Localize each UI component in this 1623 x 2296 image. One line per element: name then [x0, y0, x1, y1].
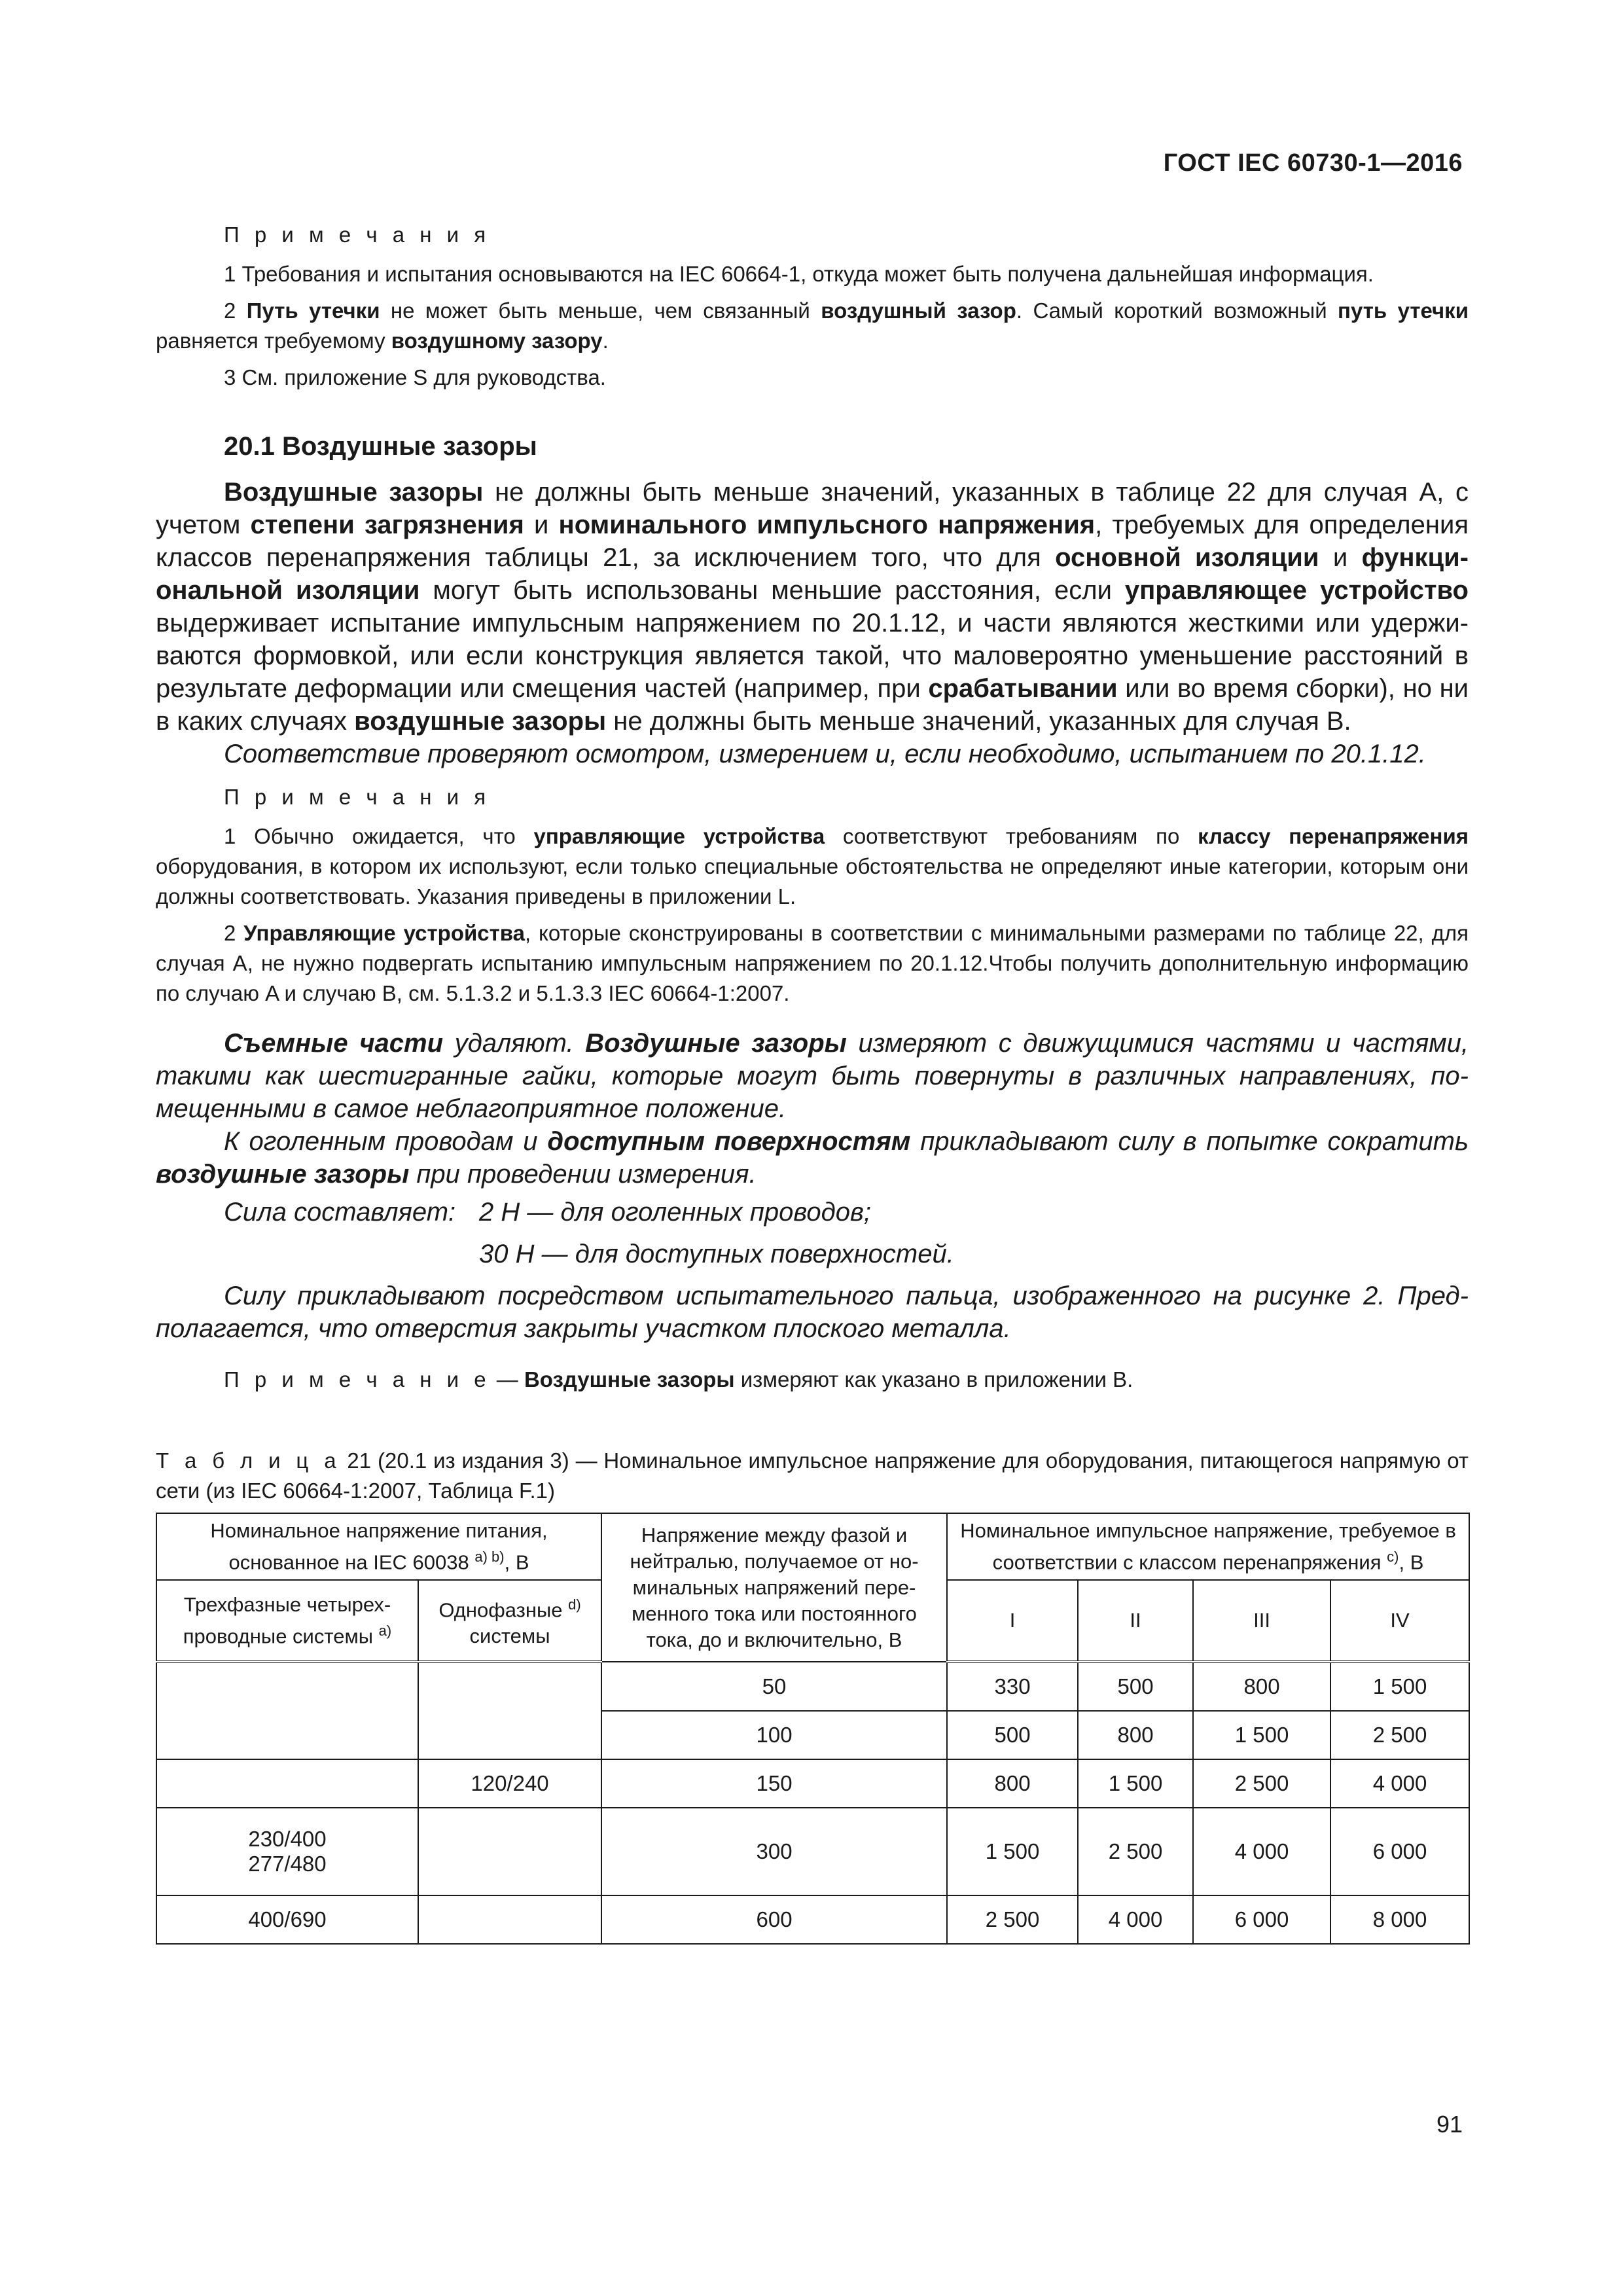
note-rest: измеряют как указано в приложении B.: [734, 1367, 1133, 1391]
cell-class-3: 6 000: [1193, 1895, 1330, 1944]
cell-phase: 600: [601, 1895, 947, 1944]
cell-class-2: 500: [1078, 1662, 1193, 1711]
header-impulse-voltage: Номинальное импульсное напряжение, требуемое в соответствии с классом перенапряжения $^{с)}$, В: [947, 1513, 1469, 1580]
cell-three-phase: [156, 1759, 418, 1808]
cell-phase: 150: [601, 1759, 947, 1808]
main-paragraph: Воздушные зазоры не должны быть меньше значений, указанных в таблице 22 для случая A, с учетом степени загрязнения и номинального импульсного напряжения, требуемых для определения классов перенапряжения таблицы 21, за исключением того, что для основной изоляции и функциональной изоляции могут быть использованы меньшие расстояния, если управляющее устройство выдерживает испытание импульсным напряжением по 20.1.12, и части являются жесткими или удерживаются формовкой, или если конструкция является такой, что маловероятно уменьшение расстояний в результате деформации или смещения частей (например, при срабатывании или во время сборки), но ни в каких случаях воздушные зазоры не должны быть меньше значений, указанных для случая B.: [156, 478, 1469, 736]
table-row: [156, 1895, 1469, 1944]
cell-class-4: 6 000: [1330, 1808, 1469, 1895]
header-class-3: III: [1193, 1580, 1330, 1662]
cell-class-1: 1 500: [947, 1808, 1078, 1895]
header-phase-voltage: Напряжение между фазой и нейтралью, получаемое от номинальных напряжений переменного тока или постоянного тока, до и включительно, В: [601, 1513, 947, 1662]
cell-class-2: 2 500: [1078, 1808, 1193, 1895]
cell-class-1: 330: [947, 1662, 1078, 1711]
cell-single-phase: [418, 1662, 601, 1759]
table-caption-text: 21 (20.1 из издания 3) — Номинальное импульсное напряжение для оборудования, питающегося напрямую от сети (из IEC 60664-1:2007, Таблица F.1): [156, 1448, 1469, 1503]
document-header: ГОСТ IEC 60730-1—2016: [1163, 149, 1463, 177]
cell-class-1: 2 500: [947, 1895, 1078, 1944]
cell-class-3: 2 500: [1193, 1759, 1330, 1808]
note-2-1: 1 Обычно ожидается, что управляющие устройства соответствуют требованиям по классу перенапряжения оборудования, в котором их используют, если только специальные обстоятельства не определяют иные категории, которым они должны соответствовать. Указания приведены в приложении L.: [156, 824, 1469, 908]
notes-title-2: П р и м е ч а н и я: [224, 785, 491, 809]
note-dash: —: [490, 1367, 524, 1391]
cell-class-1: 800: [947, 1759, 1078, 1808]
cell-phase: 50: [601, 1662, 947, 1711]
cell-three-phase: 400/690: [156, 1895, 418, 1944]
note-prefix: П р и м е ч а н и е: [224, 1367, 491, 1391]
voltage-table: [156, 1513, 1470, 1945]
header-single-phase: Однофазные $^{d)}$ системы: [418, 1580, 601, 1662]
note-3: 3 См. приложение S для руководства.: [224, 365, 606, 389]
note-1: 1 Требования и испытания основываются на IEC 60664-1, откуда может быть получена дальнейшая информация.: [224, 262, 1374, 286]
page-content: [156, 223, 1469, 1945]
header-class-4: IV: [1330, 1580, 1469, 1662]
test-finger-paragraph: Силу прикладывают посредством испытательного пальца, изображенного на рисунке 2. Предполагается, что отверстия закрыты участком плоского металла.: [156, 1282, 1469, 1343]
cell-class-4: 1 500: [1330, 1662, 1469, 1711]
cell-class-3: 1 500: [1193, 1711, 1330, 1759]
table-row: [156, 1759, 1469, 1808]
cell-single-phase: [418, 1895, 601, 1944]
cell-class-1: 500: [947, 1711, 1078, 1759]
header-three-phase: Трехфазные четырехпроводные системы $^{а)}$: [156, 1580, 418, 1662]
force-label: Сила составляет:: [224, 1198, 456, 1227]
note-2: 2 Путь утечки не может быть меньше, чем связанный воздушный зазор. Самый короткий возможный путь утечки равняется требуемому воздушному зазору.: [156, 298, 1469, 353]
force-value-1: 2 Н — для оголенных проводов;: [479, 1198, 871, 1227]
cell-class-4: 2 500: [1330, 1711, 1469, 1759]
note-2-2: 2 Управляющие устройства, которые сконструированы в соответствии с минимальными размерами по таблице 22, для случая A, не нужно подвергать испытанию импульсным напряжением по 20.1.12.Чтобы получить дополнительную информацию по случаю A и случаю B, см. 5.1.3.2 и 5.1.3.3 IEC 60664-1:2007.: [156, 921, 1469, 1005]
force-line-1: [156, 1196, 1469, 1229]
cell-single-phase: 120/240: [418, 1759, 601, 1808]
cell-single-phase: [418, 1808, 601, 1895]
compliance-text: Соответствие проверяют осмотром, измерением и, если необходимо, испытанием по 20.1.12.: [224, 740, 1426, 768]
header-class-2: II: [1078, 1580, 1193, 1662]
cell-three-phase: [156, 1662, 418, 1759]
force-value-2: 30 Н — для доступных поверхностей.: [479, 1240, 954, 1268]
cell-three-phase: 230/400 277/480: [156, 1808, 418, 1895]
cell-class-3: 800: [1193, 1662, 1330, 1711]
cell-class-4: 8 000: [1330, 1895, 1469, 1944]
page-number: 91: [1436, 2111, 1463, 2138]
cell-phase: 300: [601, 1808, 947, 1895]
notes-title: П р и м е ч а н и я: [224, 223, 491, 247]
table-caption-prefix: Т а б л и ц а: [156, 1448, 341, 1473]
cell-class-2: 1 500: [1078, 1759, 1193, 1808]
header-class-1: I: [947, 1580, 1078, 1662]
cell-class-2: 800: [1078, 1711, 1193, 1759]
cell-phase: 100: [601, 1711, 947, 1759]
cell-class-4: 4 000: [1330, 1759, 1469, 1808]
table-caption: [156, 1446, 1469, 1506]
note-single: [224, 1365, 1469, 1395]
cell-class-3: 4 000: [1193, 1808, 1330, 1895]
removable-parts-paragraph: Съемные части удаляют. Воздушные зазоры измеряют с движущимися частями и частями, такими как шестигранные гайки, которые могут быть повернуты в различных направлениях, помещенными в самое неблагоприятное положение.: [156, 1029, 1469, 1123]
note-bold-term: Воздушные зазоры: [524, 1367, 735, 1391]
table-row: [156, 1808, 1469, 1895]
cell-class-2: 4 000: [1078, 1895, 1193, 1944]
force-paragraph: К оголенным проводам и доступным поверхностям прикладывают силу в попытке сократить воздушные зазоры при проведении измерения.: [156, 1127, 1469, 1189]
table-row: [156, 1662, 1469, 1711]
section-title: 20.1 Воздушные зазоры: [224, 432, 537, 461]
header-supply-voltage: Номинальное напряжение питания, основанное на IEC 60038 $^{а) b)}$, В: [156, 1513, 601, 1580]
